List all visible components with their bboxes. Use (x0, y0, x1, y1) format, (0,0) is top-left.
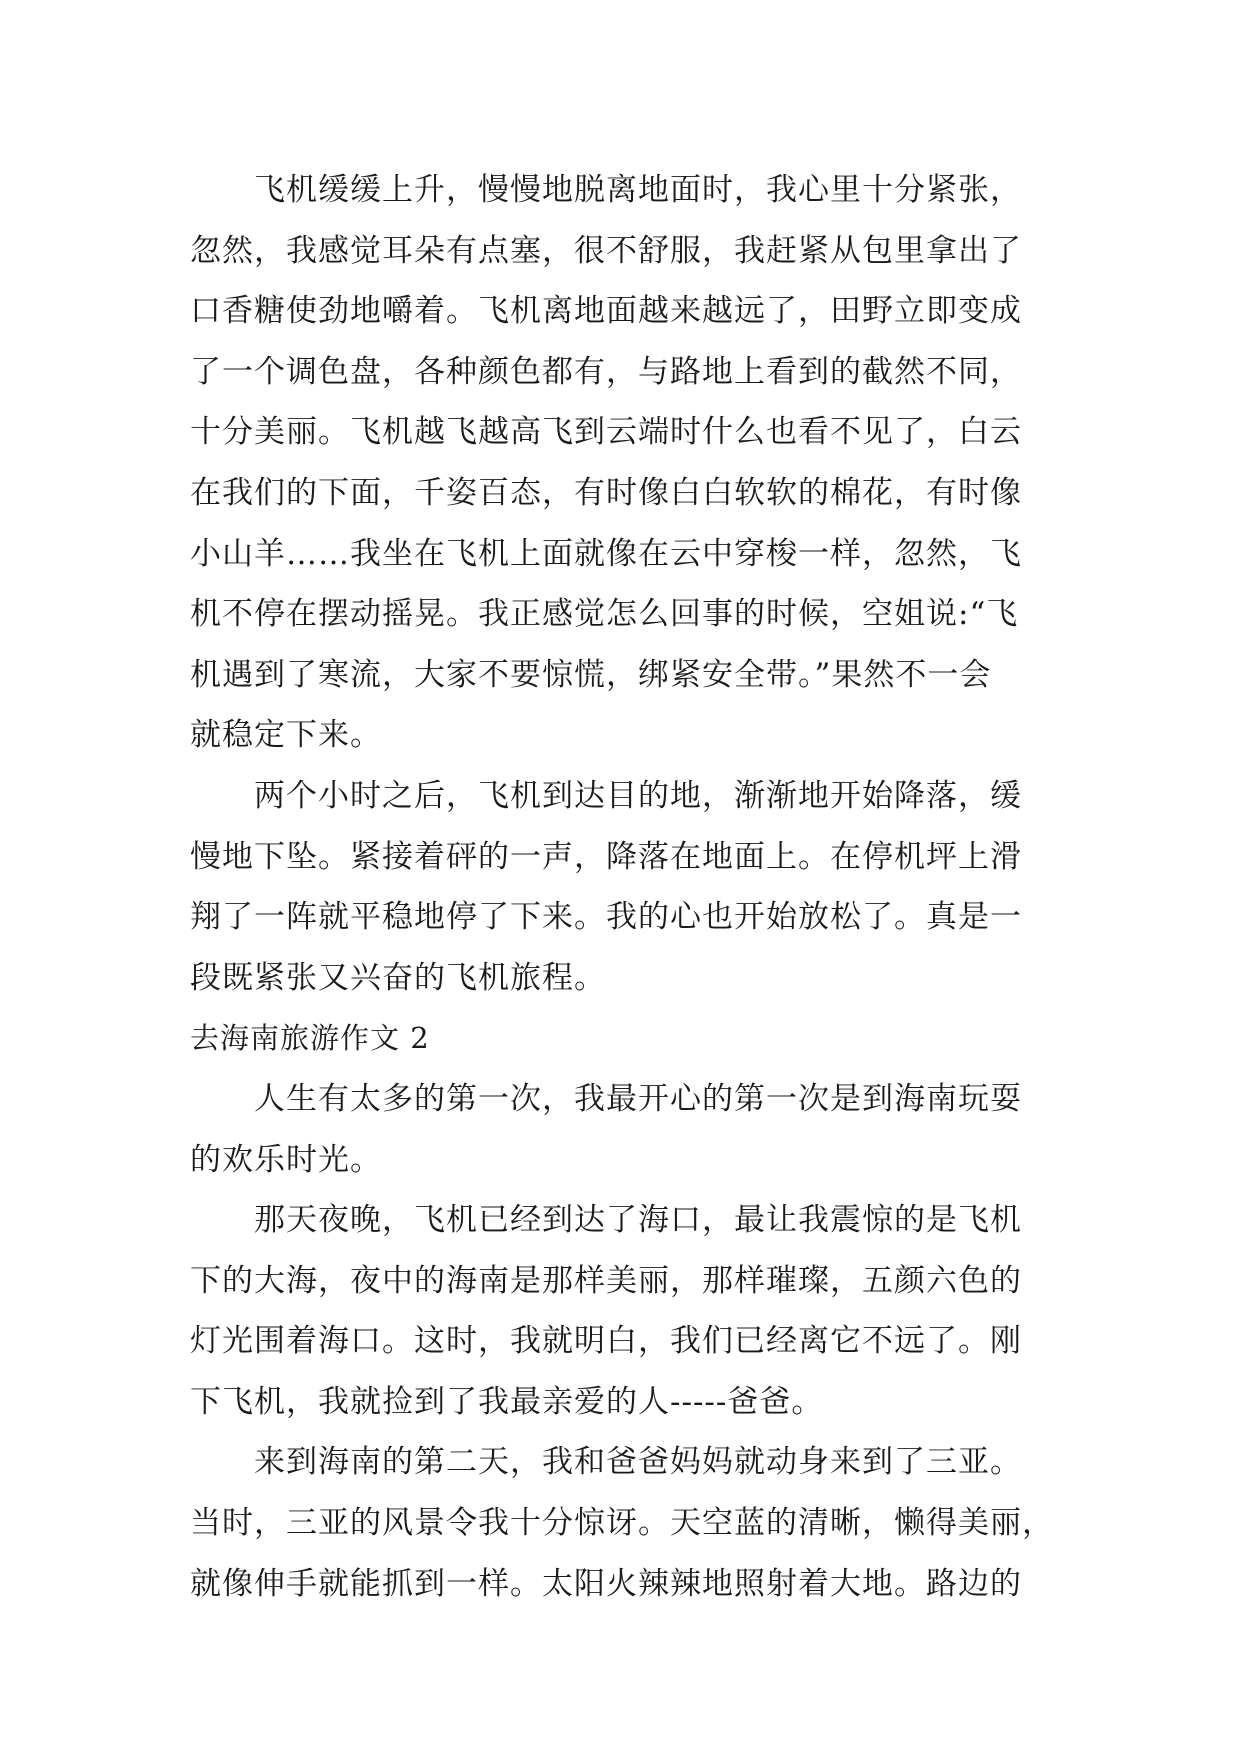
text-line: 当时，三亚的风景令我十分惊讶。天空蓝的清晰，懒得美丽， (190, 1505, 1054, 1542)
text-line: 了一个调色盘，各种颜色都有，与路地上看到的截然不同， (190, 353, 1022, 390)
text-line: 人生有太多的第一次，我最开心的第一次是到海南玩耍 (254, 1080, 1022, 1117)
text-line: 两个小时之后，飞机到达目的地，渐渐地开始降落，缓 (254, 777, 1022, 814)
text-line: 下的大海，夜中的海南是那样美丽，那样璀璨，五颜六色的 (190, 1262, 1022, 1299)
text-line: 忽然，我感觉耳朵有点塞，很不舒服，我赶紧从包里拿出了 (190, 232, 1022, 269)
text-line: 在我们的下面，千姿百态，有时像白白软软的棉花，有时像 (190, 474, 1022, 511)
text-line: 来到海南的第二天，我和爸爸妈妈就动身来到了三亚。 (254, 1444, 1022, 1481)
text-line: 就稳定下来。 (190, 717, 382, 754)
text-line: 段既紧张又兴奋的飞机旅程。 (190, 959, 606, 996)
text-line: 翔了一阵就平稳地停了下来。我的心也开始放松了。真是一 (190, 899, 1022, 936)
text-line: 那天夜晚，飞机已经到达了海口，最让我震惊的是飞机 (254, 1202, 1022, 1239)
text-line: 灯光围着海口。这时，我就明白，我们已经离它不远了。刚 (190, 1323, 1022, 1360)
text-line: 就像伸手就能抓到一样。太阳火辣辣地照射着大地。路边的 (190, 1565, 1022, 1602)
text-line: 口香糖使劲地嚼着。飞机离地面越来越远了，田野立即变成 (190, 293, 1022, 330)
text-line: 慢地下坠。紧接着砰的一声，降落在地面上。在停机坪上滑 (190, 838, 1022, 875)
text-line: 的欢乐时光。 (190, 1141, 382, 1178)
text-line: 小山羊……我坐在飞机上面就像在云中穿梭一样，忽然，飞 (190, 535, 1022, 572)
text-line: 飞机缓缓上升，慢慢地脱离地面时，我心里十分紧张， (254, 172, 1022, 208)
document-body (190, 160, 1070, 1614)
text-line: 下飞机，我就捡到了我最亲爱的人-----爸爸。 (190, 1383, 824, 1420)
text-line: 机不停在摆动摇晃。我正感觉怎么回事的时候，空姐说:“飞 (190, 596, 1019, 633)
text-line: 机遇到了寒流，大家不要惊慌，绑紧安全带。”果然不一会 (190, 656, 992, 693)
text-line: 十分美丽。飞机越飞越高飞到云端时什么也看不见了，白云 (190, 414, 1022, 451)
section-heading: 去海南旅游作文 2 (190, 1021, 430, 1056)
